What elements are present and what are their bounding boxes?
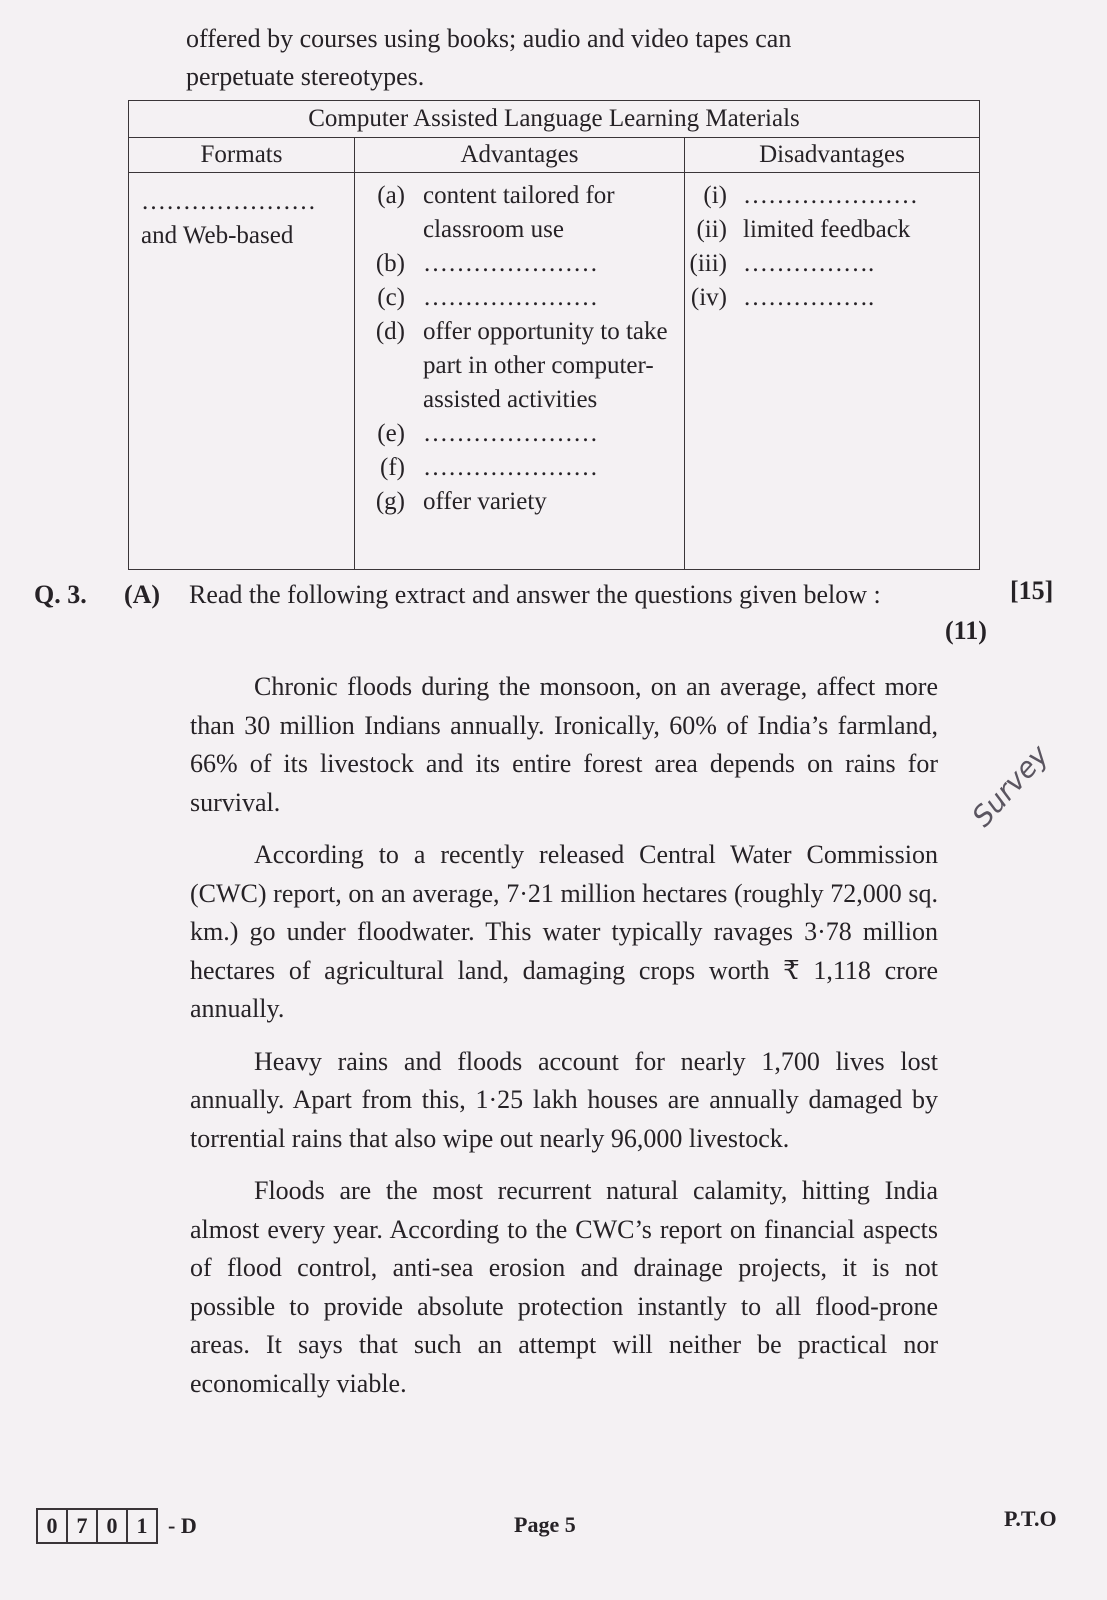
item-text: ……………. [743, 250, 875, 277]
intro-line-2: perpetuate stereotypes. [186, 62, 425, 91]
item-marker: (a) [377, 182, 405, 209]
part-marks: (11) [945, 616, 987, 645]
header-advantages: Advantages [355, 138, 685, 173]
item-text: ………………… [423, 284, 598, 311]
page-number: Page 5 [514, 1512, 576, 1537]
paper-code [36, 1508, 197, 1544]
advantage-item [355, 247, 684, 281]
item-text: content tailored for classroom use [423, 182, 615, 243]
item-text: limited feedback [743, 216, 911, 243]
item-marker: (i) [703, 182, 727, 209]
item-marker: (iii) [689, 250, 727, 277]
code-digit: 7 [68, 1510, 98, 1542]
table-title: Computer Assisted Language Learning Materials [129, 101, 980, 138]
handwritten-annotation: Survey [965, 738, 1056, 833]
item-text: ………………… [423, 250, 598, 277]
total-marks: [15] [1010, 576, 1054, 605]
advantages-cell [355, 173, 685, 570]
item-marker: (ii) [696, 216, 727, 243]
advantage-item [355, 315, 684, 417]
header-disadvantages: Disadvantages [685, 138, 980, 173]
item-marker: (b) [375, 250, 405, 277]
item-marker: (iv) [690, 284, 727, 311]
formats-blank: ………………… [141, 188, 316, 215]
passage-paragraph: Heavy rains and floods account for nearly 1,700 lives lost annually. Apart from this, 1·25 lakh houses are annually damaged by torrential rains that also wipe out nearly 96,000 livestock. [190, 1046, 938, 1153]
advantage-item [355, 451, 684, 485]
header-formats: Formats [129, 138, 355, 173]
passage-paragraph: According to a recently released Central Water Commission (CWC) report, on an average, 7·21 million hectares (roughly 72,000 sq. km.) go under floodwater. This water typically ravages 3·78 million hectares of agricultural land, damaging crops worth ₹ 1,118 crore annually. [190, 840, 938, 1023]
code-digit: 0 [38, 1510, 68, 1542]
item-text: offer variety [423, 488, 547, 515]
advantage-item [355, 179, 684, 247]
disadvantage-item [685, 247, 979, 281]
disadvantage-item [685, 179, 979, 213]
disadvantages-cell [685, 173, 980, 570]
question-part: (A) [124, 580, 161, 609]
passage-paragraph: Floods are the most recurrent natural calamity, hitting India almost every year. According to the CWC’s report on financial aspects of flood control, anti-sea erosion and drainage projects, it is not possible to provide absolute protection instantly to all flood-prone areas. It says that such an attempt will neither be practical nor economically viable. [190, 1176, 938, 1398]
pto-label: P.T.O [1004, 1506, 1057, 1531]
question-instruction: Read the following extract and answer the questions given below : [189, 580, 881, 609]
advantages-list [355, 173, 684, 519]
paper-code-boxes [36, 1508, 158, 1544]
advantage-item [355, 281, 684, 315]
item-marker: (g) [375, 488, 405, 515]
item-text: ………………… [423, 420, 598, 447]
item-text: ……………. [743, 284, 875, 311]
item-marker: (f) [380, 454, 405, 481]
item-marker: (d) [375, 318, 405, 345]
advantage-item [355, 485, 684, 519]
item-marker: (e) [377, 420, 405, 447]
question-number: Q. 3. [34, 580, 87, 609]
disadvantages-list [685, 173, 979, 315]
intro-line-1: offered by courses using books; audio and video tapes can [186, 24, 792, 53]
passage-paragraph: Chronic floods during the monsoon, on an average, affect more than 30 million Indians annually. Ironically, 60% of India’s farmland, 66% of its livestock and its entire forest area depends on rains for survival. [190, 672, 938, 817]
intro-text [186, 20, 946, 96]
formats-text: and Web-based [141, 222, 294, 249]
item-text: ………………… [743, 182, 918, 209]
code-digit: 0 [98, 1510, 128, 1542]
code-digit: 1 [136, 1513, 148, 1538]
calm-materials-table [128, 100, 980, 570]
advantage-item [355, 417, 684, 451]
paper-code-suffix: - D [168, 1513, 197, 1538]
disadvantage-item [685, 213, 979, 247]
item-text: ………………… [423, 454, 598, 481]
item-marker: (c) [377, 284, 405, 311]
formats-cell [129, 173, 355, 570]
item-text: offer opportunity to take part in other computer-assisted activities [423, 318, 668, 413]
passage [190, 668, 938, 1417]
disadvantage-item [685, 281, 979, 315]
